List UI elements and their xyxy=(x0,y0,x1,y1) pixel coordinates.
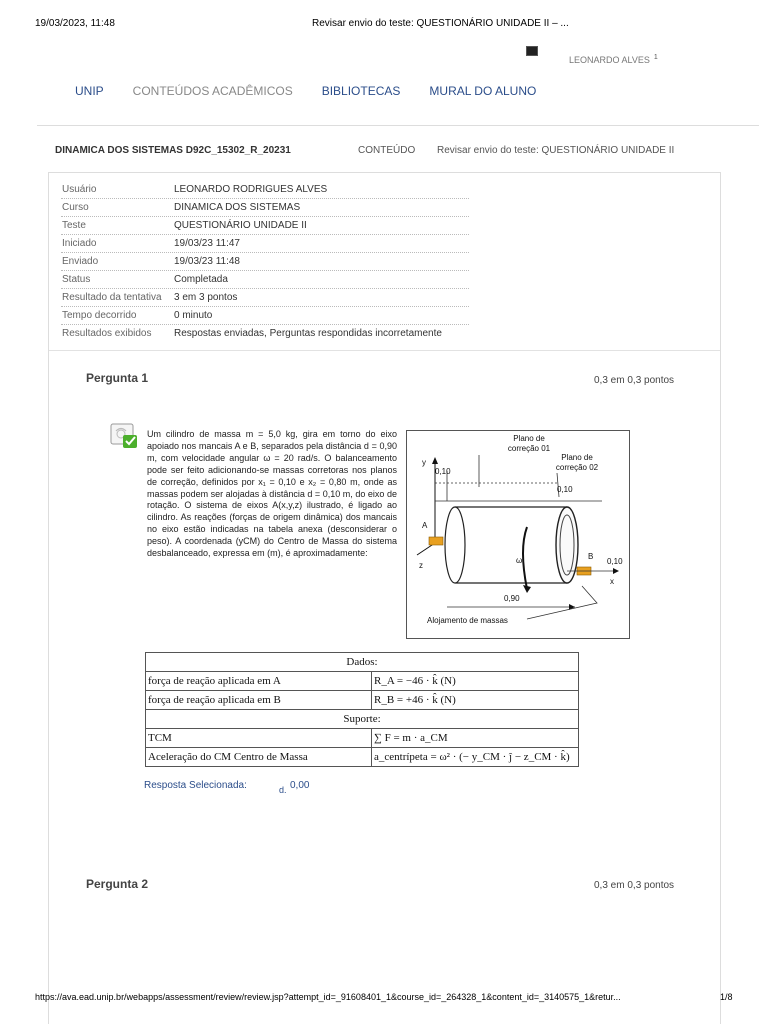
user-avatar-icon[interactable] xyxy=(526,46,538,56)
correct-check-icon xyxy=(110,423,138,449)
table-cell: força de reação aplicada em B xyxy=(146,691,372,710)
notification-count: 1 xyxy=(653,54,658,61)
figure-dim-3-label: 0,10 xyxy=(607,557,623,566)
user-bar xyxy=(0,44,768,68)
top-nav xyxy=(75,84,565,102)
info-key: Resultado da tentativa xyxy=(62,292,162,303)
question-2-score: 0,3 em 0,3 pontos xyxy=(594,880,675,891)
answer-selected-value: 0,00 xyxy=(290,780,310,791)
info-value: 0 minuto xyxy=(174,310,213,321)
table-cell: ∑ F = m · a_CM xyxy=(372,729,579,748)
table-cell: Aceleração do CM Centro de Massa xyxy=(146,748,372,767)
info-key: Curso xyxy=(62,202,89,213)
info-key: Usuário xyxy=(62,184,97,195)
breadcrumb-current: Revisar envio do teste: QUESTIONÁRIO UNIDADE II xyxy=(437,145,675,156)
question-1-score: 0,3 em 0,3 pontos xyxy=(594,375,675,386)
question-1-figure xyxy=(406,430,630,639)
info-value: 19/03/23 11:47 xyxy=(174,238,240,249)
figure-dim-1-label: 0,10 xyxy=(435,467,451,476)
info-row-resultado xyxy=(61,289,469,307)
question-1-title: Pergunta 1 xyxy=(86,371,149,385)
table-dados-header: Dados: xyxy=(146,653,579,672)
figure-plane-1-label: Plano de correção 01 xyxy=(507,434,551,453)
user-menu[interactable] xyxy=(569,54,658,65)
info-key: Iniciado xyxy=(62,238,97,249)
info-key: Status xyxy=(62,274,91,285)
table-cell: R_A = −46 · k̂ (N) xyxy=(372,672,579,691)
nav-unip[interactable]: UNIP xyxy=(75,84,104,98)
info-key: Teste xyxy=(62,220,86,231)
info-key: Resultados exibidos xyxy=(62,328,152,339)
print-page-number: 1/8 xyxy=(720,992,733,1002)
info-row-curso xyxy=(61,199,469,217)
question-1-data-table xyxy=(145,652,579,767)
info-row-usuario xyxy=(61,181,469,199)
breadcrumb-content[interactable]: CONTEÚDO xyxy=(358,145,416,156)
print-url: https://ava.ead.unip.br/webapps/assessment/review/review.jsp?attempt_id=_91608401_1&course_id=_264328_1&content_id=_3140575_1&retur... xyxy=(35,992,621,1002)
figure-omega-label: ω xyxy=(516,556,523,565)
table-cell: a_centrípeta = ω² · (− y_CM · ĵ − z_CM · k̂) xyxy=(372,748,579,767)
user-name: LEONARDO ALVES xyxy=(569,55,650,65)
nav-bibliotecas[interactable]: BIBLIOTECAS xyxy=(321,84,401,98)
info-key: Tempo decorrido xyxy=(62,310,137,321)
print-header xyxy=(0,0,768,40)
print-datetime: 19/03/2023, 11:48 xyxy=(35,18,115,29)
info-key: Enviado xyxy=(62,256,99,267)
question-2-title: Pergunta 2 xyxy=(86,877,149,891)
info-value: 19/03/23 11:48 xyxy=(174,256,240,267)
breadcrumb xyxy=(55,145,755,161)
table-cell: R_B = +46 · k̂ (N) xyxy=(372,691,579,710)
attempt-info-table xyxy=(61,181,469,343)
figure-y-axis-label: y xyxy=(422,458,426,467)
review-panel xyxy=(48,172,721,1024)
figure-a-point-label: A xyxy=(422,521,428,530)
info-value: QUESTIONÁRIO UNIDADE II xyxy=(174,220,307,231)
figure-x-axis-label: x xyxy=(610,577,614,586)
figure-z-axis-label: z xyxy=(419,561,423,570)
info-value: LEONARDO RODRIGUES ALVES xyxy=(174,184,328,195)
print-page-title: Revisar envio do teste: QUESTIONÁRIO UNIDADE II – ... xyxy=(312,18,569,29)
info-value: DINAMICA DOS SISTEMAS xyxy=(174,202,301,213)
info-row-teste xyxy=(61,217,469,235)
figure-housing-label: Alojamento de massas xyxy=(427,616,508,625)
info-row-status xyxy=(61,271,469,289)
nav-mural-do-aluno[interactable]: MURAL DO ALUNO xyxy=(429,84,537,98)
info-value: 3 em 3 pontos xyxy=(174,292,238,303)
answer-selected-letter: d. xyxy=(279,785,287,795)
breadcrumb-course[interactable]: DINAMICA DOS SISTEMAS D92C_15302_R_20231 xyxy=(55,145,291,156)
header-divider xyxy=(37,125,759,126)
print-footer xyxy=(0,992,768,1012)
info-value: Respostas enviadas, Perguntas respondidas incorretamente xyxy=(174,328,442,339)
table-cell: TCM xyxy=(146,729,372,748)
figure-length-label: 0,90 xyxy=(504,594,520,603)
info-row-iniciado xyxy=(61,235,469,253)
info-row-resultados-exibidos xyxy=(61,325,469,343)
figure-plane-2-label: Plano de correção 02 xyxy=(555,453,599,472)
table-cell: força de reação aplicada em A xyxy=(146,672,372,691)
info-row-enviado xyxy=(61,253,469,271)
table-suporte-header: Suporte: xyxy=(146,710,579,729)
nav-conteudos-academicos[interactable]: CONTEÚDOS ACADÊMICOS xyxy=(132,84,293,98)
figure-b-point-label: B xyxy=(588,552,594,561)
info-value: Completada xyxy=(174,274,228,285)
figure-dim-2-label: 0,10 xyxy=(557,485,573,494)
answer-selected-label: Resposta Selecionada: xyxy=(144,780,247,791)
info-row-tempo xyxy=(61,307,469,325)
question-1-text: Um cilindro de massa m = 5,0 kg, gira em torno do eixo apoiado nos mancais A e B, separados pela distância d = 0,90 m, com velocidade angular ω = 20 rad/s. O balanceamento pode ser feito adicionando-se massas corretoras nos planos de correção, definidos por x₁ = 0,10 e x₂ = 0,80 m, onde as massas podem ser alojadas à distância d = 0,10 m, do eixo de rotação. O sistema de eixos A(x,y,z) ilustrado, é ligado ao cilindro. As reações (forças de origem dinâmica) dos mancais no eixo estão indicadas na tabela anexa (desconsiderar o peso). A coordenada (yCM) do Centro de Massa do sistema desbalanceado, expressa em (m), é aproximadamente: xyxy=(147,429,397,559)
panel-separator xyxy=(49,350,720,351)
